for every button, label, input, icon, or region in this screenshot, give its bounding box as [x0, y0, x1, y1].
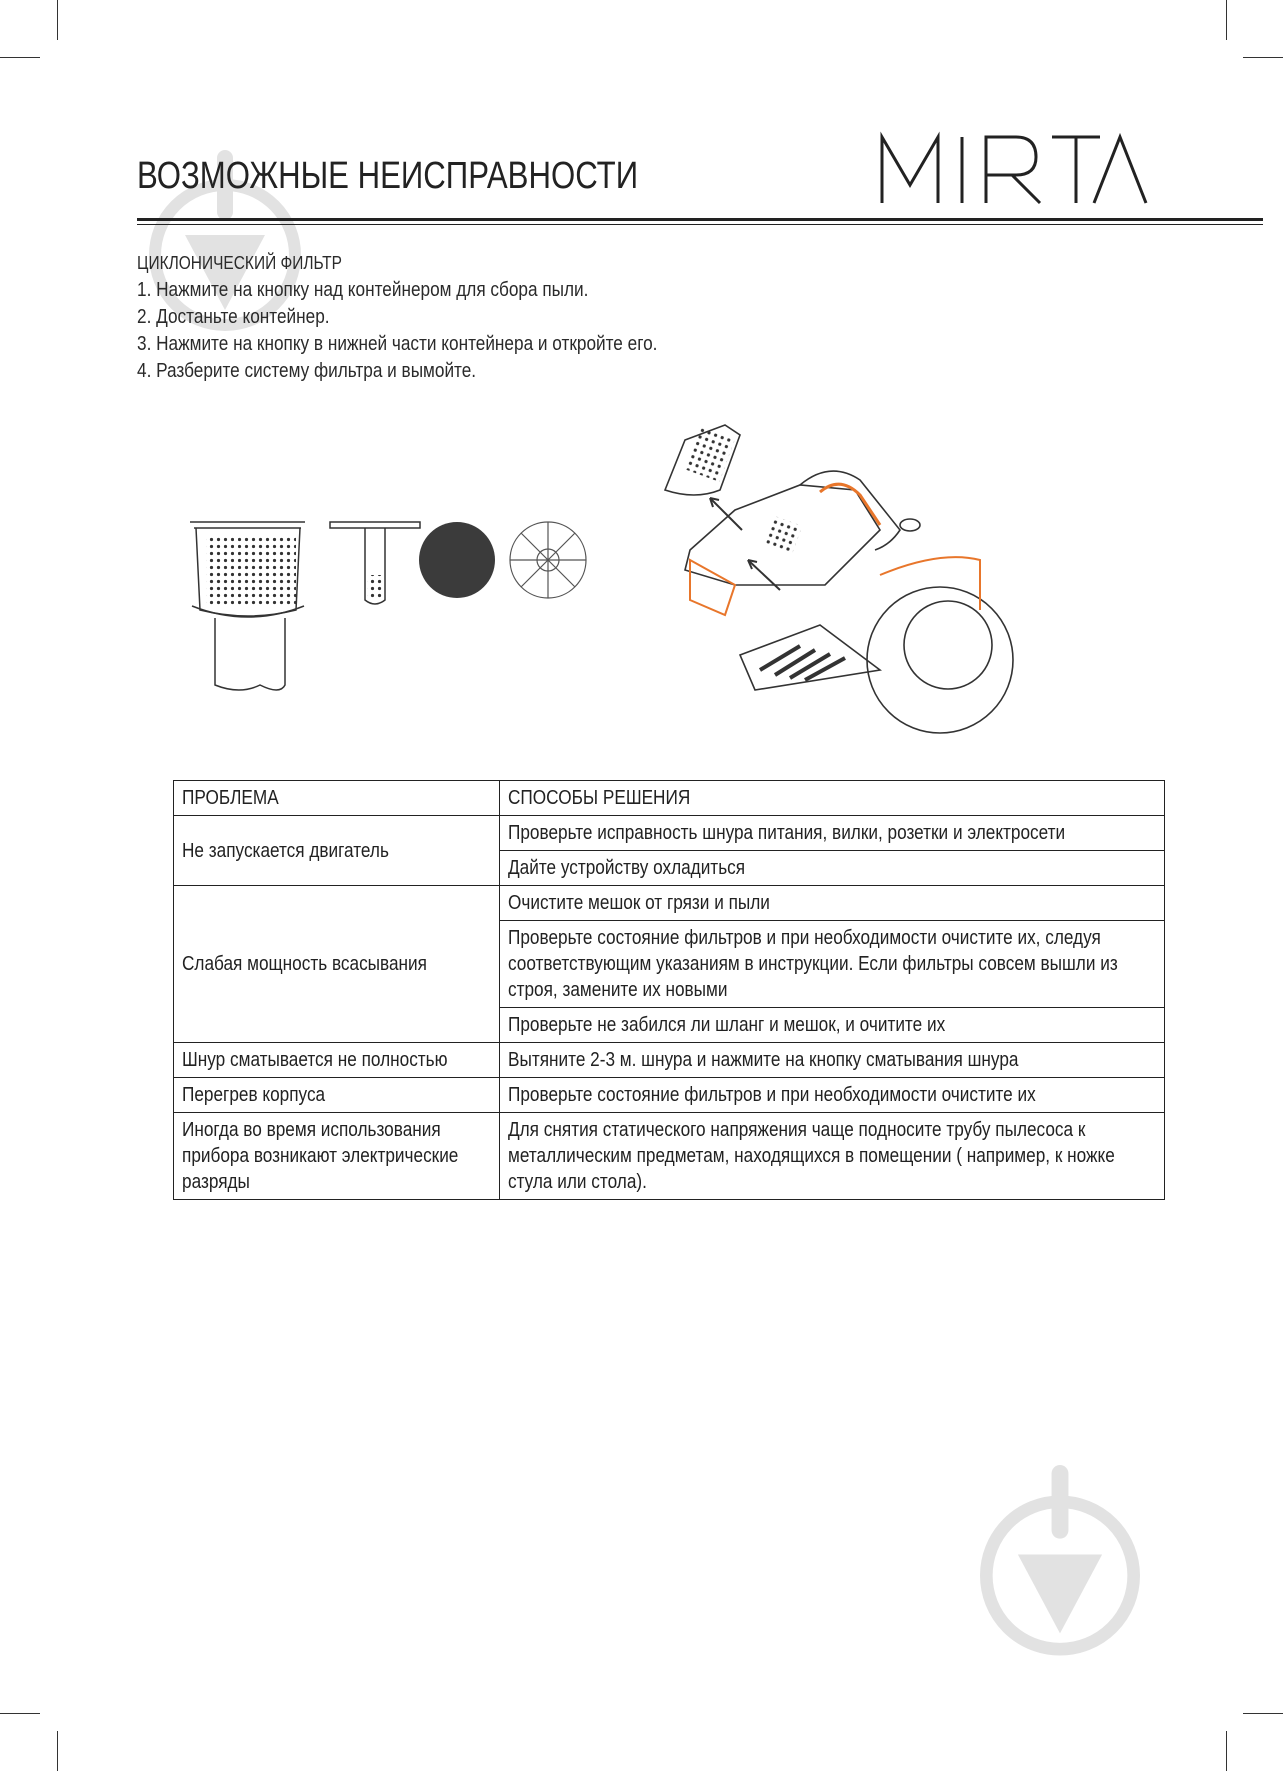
- instructions-block: [137, 250, 657, 385]
- table-row: [174, 1078, 1165, 1113]
- crop-mark: [1243, 57, 1283, 58]
- problem-cell: Слабая мощность всасывания: [174, 886, 500, 1043]
- solution-cell: Дайте устройству охладиться: [499, 851, 1164, 886]
- crop-mark: [1243, 1713, 1283, 1714]
- solution-cell: Вытяните 2-3 м. шнура и нажмите на кнопку сматывания шнура: [499, 1043, 1164, 1078]
- problem-cell: Не запускается двигатель: [174, 816, 500, 886]
- watermark-icon: [975, 1465, 1145, 1665]
- instruction-step: 4. Разберите систему фильтра и вымойте.: [137, 360, 477, 382]
- header-rule: [137, 218, 1263, 221]
- instructions-heading: ЦИКЛОНИЧЕСКИЙ ФИЛЬТР: [137, 253, 342, 273]
- mesh-disc-icon: [510, 522, 586, 598]
- solution-cell: Для снятия статического напряжения чаще подносите трубу пылесоса к металлическим предметам, находящихся в помещении ( например, к ножке стула или стола).: [499, 1113, 1164, 1200]
- crop-mark: [57, 1731, 58, 1771]
- instruction-step: 3. Нажмите на кнопку в нижней части контейнера и откройте его.: [137, 333, 658, 355]
- problem-cell: Шнур сматывается не полностью: [174, 1043, 500, 1078]
- solution-cell: Проверьте не забился ли шланг и мешок, и очитите их: [499, 1008, 1164, 1043]
- crop-mark: [0, 57, 40, 58]
- crop-mark: [0, 1713, 40, 1714]
- problem-cell: Иногда во время использования прибора возникают электрические разряды: [174, 1113, 500, 1200]
- crop-mark: [1226, 0, 1227, 40]
- page-title: ВОЗМОЖНЫЕ НЕИСПРАВНОСТИ: [137, 155, 639, 197]
- brand-logo: [880, 125, 1150, 215]
- crop-mark: [57, 0, 58, 40]
- sponge-filter-icon: [419, 522, 495, 598]
- troubleshooting-table: [173, 780, 1165, 1200]
- instruction-step: 1. Нажмите на кнопку над контейнером для сбора пыли.: [137, 279, 589, 301]
- crop-mark: [1226, 1731, 1227, 1771]
- solution-cell: Очистите мешок от грязи и пыли: [499, 886, 1164, 921]
- solution-cell: Проверьте исправность шнура питания, вилки, розетки и электросети: [499, 816, 1164, 851]
- header-rule-thin: [137, 224, 1263, 225]
- table-row: [174, 886, 1165, 921]
- cyclone-filter-icon: [190, 522, 305, 690]
- solution-cell: Проверьте состояние фильтров и при необходимости очистите их, следуя соответствующим указаниям в инструкции. Если фильтры совсем вышли из строя, замените их новыми: [499, 921, 1164, 1008]
- instruction-step: 2. Достаньте контейнер.: [137, 306, 330, 328]
- table-row: [174, 1113, 1165, 1200]
- table-header-cell: ПРОБЛЕМА: [174, 781, 500, 816]
- filter-illustrations: [180, 410, 1080, 760]
- table-row: [174, 1043, 1165, 1078]
- table-row: [174, 816, 1165, 851]
- mesh-tube-icon: [330, 522, 420, 604]
- problem-cell: Перегрев корпуса: [174, 1078, 500, 1113]
- vacuum-cleaner-icon: [665, 425, 1013, 733]
- solution-cell: Проверьте состояние фильтров и при необходимости очистите их: [499, 1078, 1164, 1113]
- table-header-row: [174, 781, 1165, 816]
- table-header-cell: СПОСОБЫ РЕШЕНИЯ: [499, 781, 1164, 816]
